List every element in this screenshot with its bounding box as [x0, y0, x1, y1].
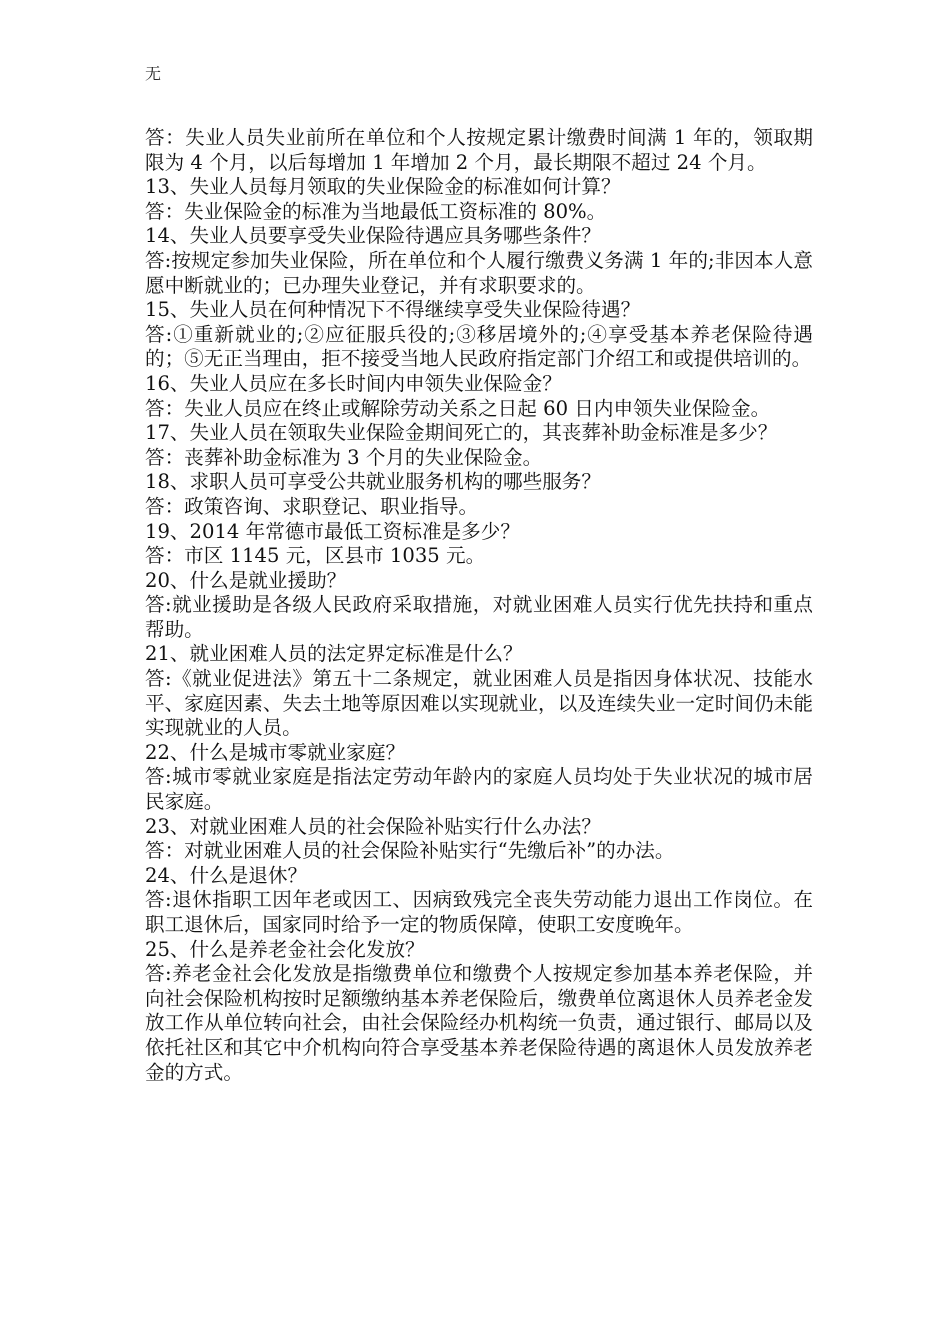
question-17: 17、失业人员在领取失业保险金期间死亡的，其丧葬补助金标准是多少？: [145, 421, 778, 445]
question-19: 19、2014 年常德市最低工资标准是多少？: [145, 519, 520, 543]
answer-25: 答:养老金社会化发放是指缴费单位和缴费个人按规定参加基本养老保险，并向社会保险机构按时足额缴纳基本养老保险后，缴费单位离退休人员养老金发放工作从单位转向社会，由社会保险经办机构统一负责，通过银行、邮局以及依托社区和其它中介机构向符合享受基本养老保险待遇的离退休人员发放养老金的方式。: [145, 962, 813, 1084]
question-23: 23、对就业困难人员的社会保险补贴实行什么办法？: [145, 814, 601, 838]
answer-14: 答:按规定参加失业保险，所在单位和个人履行缴费义务满 1 年的;非因本人意愿中断就业的；已办理失业登记，并有求职要求的。: [145, 248, 813, 297]
question-22: 22、什么是城市零就业家庭？: [145, 740, 406, 764]
question-24: 24、什么是退休？: [145, 863, 308, 887]
answer-17: 答：丧葬补助金标准为 3 个月的失业保险金。: [145, 445, 543, 469]
answer-19: 答：市区 1145 元，区县市 1035 元。: [145, 544, 486, 568]
answer-24: 答:退休指职工因年老或因工、因病致残完全丧失劳动能力退出工作岗位。在职工退休后，国家同时给予一定的物质保障，使职工安度晚年。: [145, 888, 813, 936]
answer-23: 答：对就业困难人员的社会保险补贴实行“先缴后补”的办法。: [145, 839, 675, 863]
answer-13: 答：失业保险金的标准为当地最低工资标准的 80%。: [145, 199, 607, 223]
question-16: 16、失业人员应在多长时间内申领失业保险金？: [145, 371, 562, 395]
question-21: 21、就业困难人员的法定界定标准是什么？: [145, 642, 523, 666]
question-13: 13、失业人员每月领取的失业保险金的标准如何计算？: [145, 175, 621, 199]
question-15: 15、失业人员在何种情况下不得继续享受失业保险待遇？: [145, 298, 641, 322]
answer-18: 答：政策咨询、求职登记、职业指导。: [145, 494, 479, 518]
answer-20: 答:就业援助是各级人民政府采取措施，对就业困难人员实行优先扶持和重点帮助。: [145, 593, 813, 641]
question-20: 20、什么是就业援助？: [145, 568, 347, 592]
question-18: 18、求职人员可享受公共就业服务机构的哪些服务？: [145, 470, 601, 494]
answer-22: 答:城市零就业家庭是指法定劳动年龄内的家庭人员均处于失业状况的城市居民家庭。: [145, 765, 813, 814]
answer-16: 答：失业人员应在终止或解除劳动关系之日起 60 日内申领失业保险金。: [145, 396, 771, 420]
page-header: 无: [145, 64, 162, 83]
answer-21: 答:《就业促进法》第五十二条规定，就业困难人员是指因身体状况、技能水平、家庭因素、失去土地等原因难以实现就业，以及连续失业一定时间仍未能实现就业的人员。: [145, 667, 813, 740]
question-14: 14、失业人员要享受失业保险待遇应具务哪些条件？: [145, 224, 601, 248]
question-25: 25、什么是养老金社会化发放？: [145, 937, 425, 961]
document-body: [145, 126, 813, 1085]
answer-15: 答:①重新就业的;②应征服兵役的;③移居境外的;④享受基本养老保险待遇的；⑤无正当理由，拒不接受当地人民政府指定部门介绍工和或提供培训的。: [145, 322, 813, 371]
answer-paragraph: 答：失业人员失业前所在单位和个人按规定累计缴费时间满 1 年的，领取期限为 4 个月，以后每增加 1 年增加 2 个月，最长期限不超过 24 个月。: [145, 126, 813, 174]
